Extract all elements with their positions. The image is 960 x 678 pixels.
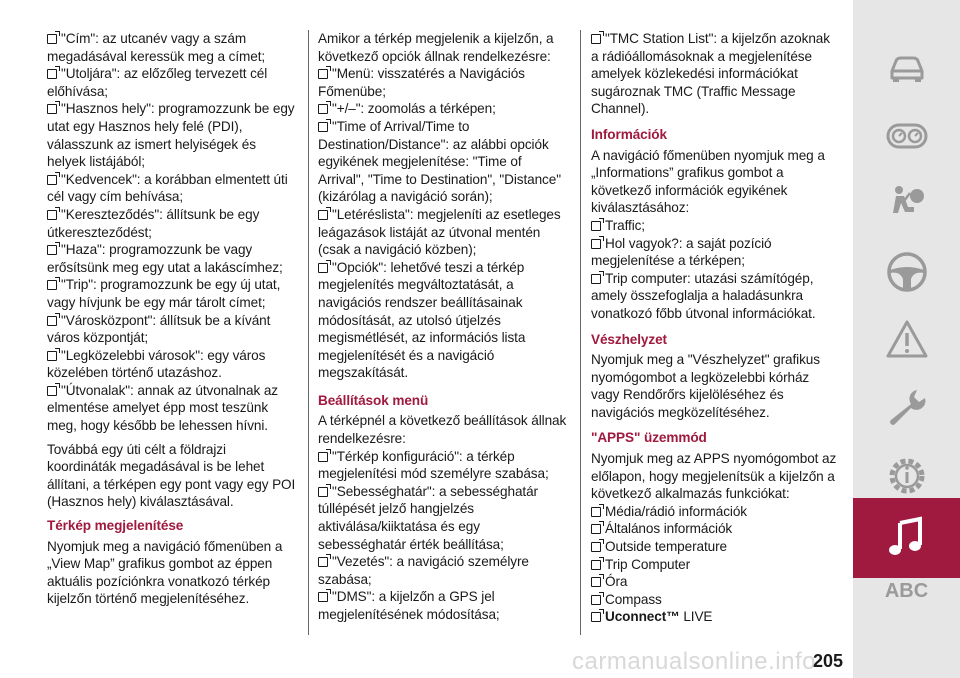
gauge-icon (884, 113, 930, 159)
list-item: "+/–": zoomolás a térképen; (318, 100, 570, 118)
paragraph: A navigáció főmenüben nyomjuk meg a „Informations” grafikus gombot a következő információk egyikének kiválasztásához: (591, 147, 825, 216)
section-heading: Vészhelyzet (591, 331, 667, 347)
list-item: Trip Computer (591, 556, 841, 574)
sidebar-item-index[interactable]: ABC (884, 580, 929, 602)
list-item: "Kedvencek": a korábban elmentett úti cél vagy cím behívása; (47, 171, 288, 205)
checkbox-icon (591, 524, 601, 534)
sidebar-item-warnings[interactable] (853, 302, 960, 378)
checkbox-icon (47, 175, 57, 185)
checkbox-icon (318, 557, 328, 567)
checkbox-icon (47, 104, 57, 114)
checkbox-icon (47, 316, 57, 326)
list-item: "Time of Arrival/Time to Destination/Distance": az alábbi opciók egyikének megjelenítése: "Time of Arrival", "Time to Destination", "Distance" (kizárólag a navigáció során); (318, 118, 561, 205)
paragraph: Amikor a térkép megjelenik a kijelzőn, a következő opciók állnak rendelkezésre: (318, 31, 554, 64)
checkbox-icon (318, 104, 328, 114)
checkbox-icon (591, 239, 601, 249)
list-item: "Opciók": lehetővé teszi a térkép megjelenítés megváltoztatását, a navigációs rendszer beállításainak módosítását, az utolsó útjelzés megismétlését, az információs lista megjelenítését és a navigáció megszakítását. (318, 259, 526, 381)
column-2 (318, 30, 570, 624)
sidebar-item-safety[interactable] (853, 166, 960, 242)
checkbox-icon (318, 210, 328, 220)
paragraph: Továbbá egy úti célt a földrajzi koordináták megadásával is be lehet állítani, a térképen egy pont vagy egy POI (Hasznos hely) kiválasztásával. (47, 441, 296, 510)
list-item: "Haza": programozzunk be vagy erősítsünk meg egy utat a lakáscímhez; (47, 242, 283, 275)
airbag-icon (884, 181, 930, 227)
column-divider (308, 30, 309, 635)
warning-icon (884, 317, 930, 363)
list-item: "Legközelebbi városok": egy város közelében történő utazáshoz. (47, 347, 266, 381)
chapter-sidebar (853, 0, 960, 678)
sidebar-item-car[interactable] (853, 30, 960, 106)
checkbox-icon (47, 34, 57, 44)
paragraph: A térképnél a következő beállítások állnak rendelkezésre: (318, 413, 567, 447)
list-item: "Útvonalak": annak az útvonalnak az elmentése amelyet épp most teszünk meg, hogy később be lehessen hívni. (47, 382, 278, 434)
list-item: Hol vagyok?: a saját pozíció megjelenítése a térképen; (591, 235, 772, 269)
checkbox-icon (591, 34, 601, 44)
sidebar-item-maintenance[interactable] (853, 370, 960, 446)
list-item: "DMS": a kijelzőn a GPS jel megjelenítésének módosítása; (318, 589, 500, 622)
section-heading: Beállítások menü (318, 392, 429, 408)
checkbox-icon (591, 274, 601, 284)
uconnect-label: Uconnect™ (605, 609, 680, 625)
list-item: Traffic; (591, 217, 841, 235)
watermark: carmanualsonline.info (572, 648, 816, 675)
list-item: "Menü: visszatérés a Navigációs Főmenübe; (318, 66, 525, 99)
paragraph: Nyomjuk meg a "Vészhelyzet" grafikus nyomógombot a legközelebbi kórház vagy Rendőrőrs kijelöléséhez és navigációs megközelítéséhez. (591, 352, 820, 420)
checkbox-icon (47, 280, 57, 290)
music-note-icon (884, 515, 930, 561)
checkbox-icon (47, 351, 57, 361)
list-item: Óra (591, 573, 841, 591)
steering-wheel-icon (884, 249, 930, 295)
list-item: "Cím": az utcanév vagy a szám megadásával keressük meg a címet; (47, 31, 266, 64)
page-number: 205 (813, 651, 844, 671)
list-item: "Sebességhatár": a sebességhatár túllépését jelző hangjelzés aktiválása/kiiktatása és egy sebességhatár érték beállítása; (318, 483, 538, 552)
sidebar-item-gauges[interactable] (853, 98, 960, 174)
list-item: "Városközpont": állítsuk be a kívánt város központját; (47, 312, 271, 346)
checkbox-icon (591, 595, 601, 605)
checkbox-icon (318, 452, 328, 462)
list-item: "TMC Station List": a kijelzőn azoknak a rádióállomásoknak a megjelenítése amelyek közlekedési információkat sugároznak TMC (Traffic Message Channel). (591, 31, 830, 117)
list-item: Outside temperature (591, 538, 841, 556)
list-item: Trip computer: utazási számítógép, amely összefoglalja a haladásunkra vonatkozó főbb útvonal információkat. (591, 270, 816, 321)
checkbox-icon (318, 263, 328, 273)
checkbox-icon (591, 221, 601, 231)
list-item: Uconnect™ LIVE (591, 608, 841, 626)
section-heading: Információk (591, 126, 667, 142)
checkbox-icon (47, 69, 57, 79)
list-item: "Vezetés": a navigáció személyre szabása; (318, 554, 529, 587)
checkbox-icon (591, 560, 601, 570)
paragraph: Nyomjuk meg az APPS nyomógombot az előlapon, hogy megjelenítsük a kijelzőn a következő alkalmazás funkciókat: (591, 451, 837, 502)
list-item: "Kereszteződés": állítsunk be egy útkereszteződést; (47, 206, 260, 240)
list-item: Általános információk (591, 520, 841, 538)
list-item: Média/rádió információk (591, 503, 841, 521)
sidebar-item-driving[interactable] (853, 234, 960, 310)
checkbox-icon (591, 542, 601, 552)
column-1 (47, 30, 297, 614)
checkbox-icon (47, 386, 57, 396)
checkbox-icon (591, 612, 601, 622)
checkbox-icon (47, 210, 57, 220)
gear-info-icon (884, 453, 930, 499)
list-item: "Letéréslista": megjeleníti az esetleges leágazások listáját az útvonal mentén (csak a navigáció közben); (318, 206, 561, 258)
list-item: Compass (591, 591, 841, 609)
section-heading: Térkép megjelenítése (47, 518, 184, 534)
list-item: "Térkép konfiguráció": a térkép megjelenítési mód személyre szabása; (318, 448, 549, 482)
checkbox-icon (318, 487, 328, 497)
checkbox-icon (591, 507, 601, 517)
paragraph: Nyomjuk meg a navigáció főmenüben a „View Map” grafikus gombot az éppen aktuális pozíciónkra vonatkozó térkép kijelzőn történő megjelenítéséhez. (47, 538, 283, 607)
car-icon (884, 45, 930, 91)
list-item: "Utoljára": az előzőleg tervezett cél előhívása; (47, 66, 268, 99)
sidebar-item-multimedia[interactable] (853, 498, 960, 578)
section-heading: "APPS" üzemmód (591, 430, 707, 446)
list-item: "Trip": programozzunk be egy új utat, vagy hívjunk be egy már tárolt címet; (47, 277, 281, 310)
checkbox-icon (591, 577, 601, 587)
column-3 (591, 30, 841, 626)
checkbox-icon (47, 245, 57, 255)
checkbox-icon (318, 592, 328, 602)
list-item: "Hasznos hely": programozzunk be egy utat egy Hasznos hely felé (PDI), válasszunk az ismert helyiségek és helyek listájából; (47, 101, 295, 170)
checkbox-icon (318, 122, 328, 132)
wrench-icon (884, 385, 930, 431)
checkbox-icon (318, 69, 328, 79)
column-divider (580, 30, 581, 635)
